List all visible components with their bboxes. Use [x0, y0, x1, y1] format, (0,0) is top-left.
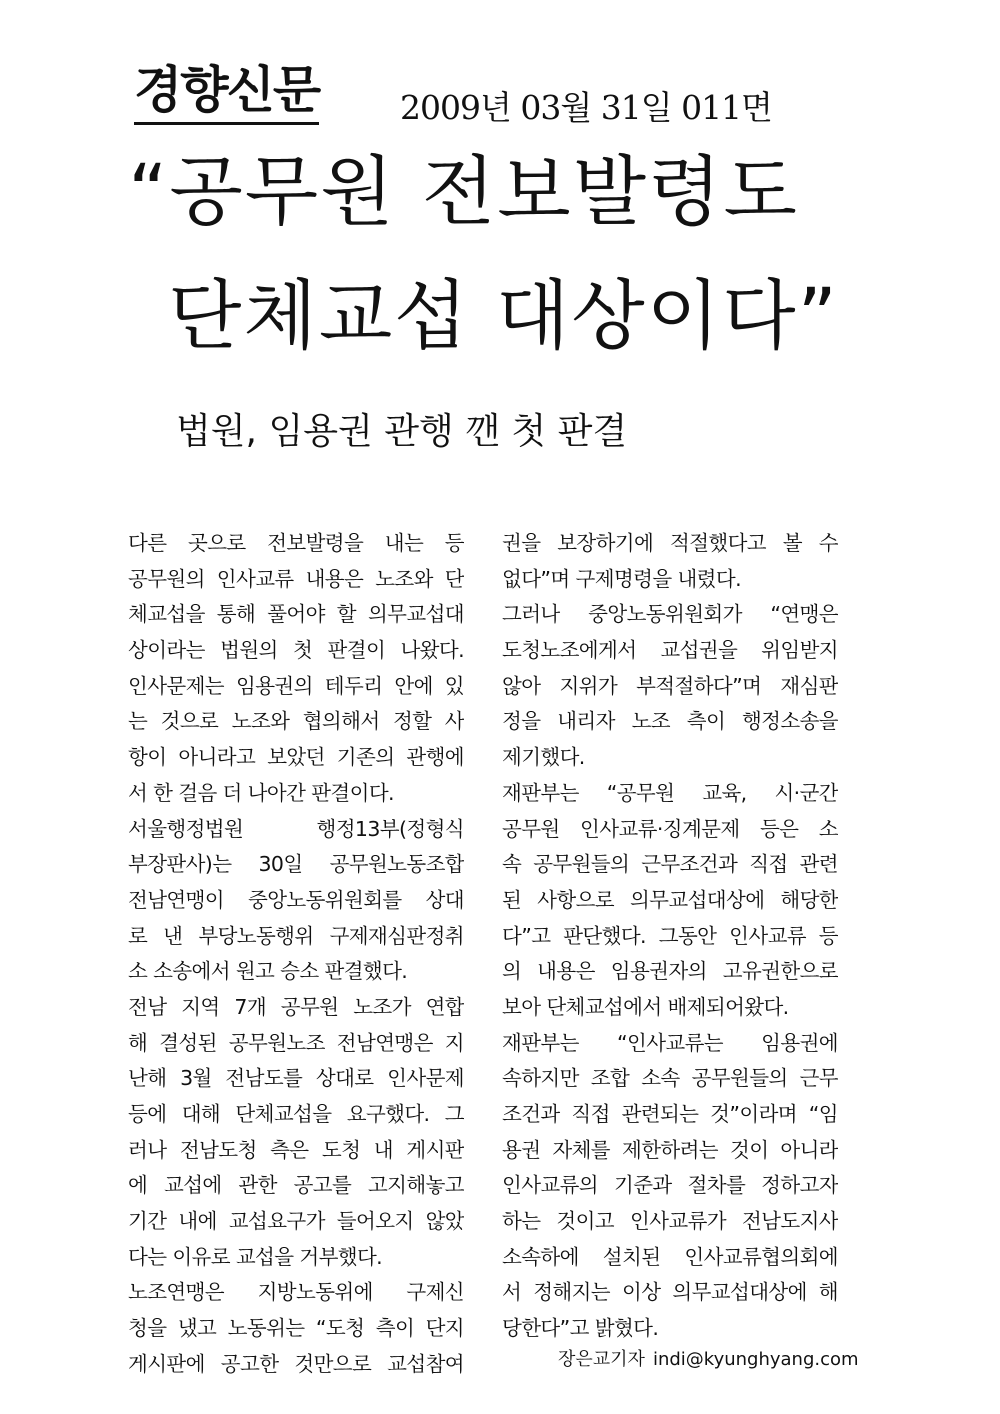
body-line: 인사문제는 임용권의 테두리 안에 있 — [128, 673, 464, 698]
body-line: 는 것으로 노조와 협의해서 정할 사 — [128, 709, 464, 734]
body-line: 당한다”고 밝혔다. — [502, 1316, 659, 1341]
body-line: 난해 3월 전남도를 상대로 인사문제 — [128, 1066, 464, 1091]
article-column-right — [502, 526, 838, 1347]
body-line: 로 낸 부당노동행위 구제재심판정취 — [128, 923, 464, 948]
body-line: 정을 내리자 노조 측이 행정소송을 — [502, 709, 838, 734]
body-line: 용권 자체를 제한하려는 것이 아니라 — [502, 1137, 838, 1162]
body-line: 조건과 직접 관련되는 것”이라며 “임 — [502, 1102, 838, 1126]
body-line: 전남연맹이 중앙노동위원회를 상대 — [128, 887, 464, 912]
body-line: 권을 보장하기에 적절했다고 볼 수 — [502, 531, 838, 555]
reporter-email: indi@kyunghyang.com — [652, 1349, 859, 1370]
body-line: 다”고 판단했다. 그동안 인사교류 등 — [502, 923, 838, 948]
body-line: 에 교섭에 관한 공고를 고지해놓고 — [128, 1173, 464, 1198]
body-line: 청을 냈고 노동위는 “도청 측이 단지 — [128, 1316, 464, 1341]
masthead — [134, 58, 319, 125]
body-line: 러나 전남도청 측은 도청 내 게시판 — [128, 1137, 464, 1162]
body-line: 않아 지위가 부적절하다”며 재심판 — [502, 673, 838, 698]
body-line: 게시판에 공고한 것만으로 교섭참여 — [128, 1351, 464, 1376]
reporter-name: 장은교기자 — [558, 1349, 645, 1370]
body-line: 서 정해지는 이상 의무교섭대상에 해 — [502, 1280, 838, 1305]
body-line: 전남 지역 7개 공무원 노조가 연합 — [128, 994, 464, 1019]
body-line: 등에 대해 단체교섭을 요구했다. 그 — [128, 1102, 464, 1126]
body-line: 하는 것이고 인사교류가 전남도지사 — [502, 1209, 838, 1234]
body-line: 공무원의 인사교류 내용은 노조와 단 — [128, 566, 464, 591]
paper-name: 경향신문 — [134, 58, 319, 125]
body-line: 보아 단체교섭에서 배제되어왔다. — [502, 994, 789, 1019]
body-line: 재판부는 “공무원 교육, 시·군간 — [502, 780, 838, 805]
body-line: 노조연맹은 지방노동위에 구제신 — [128, 1280, 464, 1305]
body-line: 기간 내에 교섭요구가 들어오지 않았 — [128, 1209, 464, 1234]
byline — [558, 1346, 859, 1374]
subheadline: 법원, 임용권 관행 깬 첫 판결 — [176, 411, 628, 452]
body-line: 소 소송에서 원고 승소 판결했다. — [128, 959, 408, 984]
body-line: 의 내용은 임용권자의 고유권한으로 — [502, 959, 838, 984]
body-line: 해 결성된 공무원노조 전남연맹은 지 — [128, 1030, 464, 1055]
body-line: 소속하에 설치된 인사교류협의회에 — [502, 1244, 838, 1269]
body-line: 재판부는 “인사교류는 임용권에 — [502, 1030, 838, 1055]
body-line: 서 한 걸음 더 나아간 판결이다. — [128, 780, 394, 805]
body-line: 된 사항으로 의무교섭대상에 해당한 — [502, 887, 838, 912]
body-line: 속하지만 조합 소속 공무원들의 근무 — [502, 1066, 838, 1091]
body-line: 다른 곳으로 전보발령을 내는 등 — [128, 531, 464, 555]
body-line: 상이라는 법원의 첫 판결이 나왔다. — [128, 638, 464, 663]
body-line: 그러나 중앙노동위원회가 “연맹은 — [502, 602, 838, 627]
dateline: 2009년 03월 31일 011면 — [400, 88, 772, 127]
body-line: 도청노조에게서 교섭권을 위임받지 — [502, 638, 838, 663]
body-line: 체교섭을 통해 풀어야 할 의무교섭대 — [128, 602, 464, 627]
body-line: 공무원 인사교류·징계문제 등은 소 — [502, 816, 838, 841]
article-column-left — [128, 526, 464, 1383]
body-line: 속 공무원들의 근무조건과 직접 관련 — [502, 852, 838, 877]
body-line: 인사교류의 기준과 절차를 정하고자 — [502, 1173, 838, 1198]
headline-line-1: “공무원 전보발령도 — [128, 147, 799, 236]
body-line: 서울행정법원 행정13부(정형식 — [128, 816, 464, 841]
body-line: 없다”며 구제명령을 내렸다. — [502, 566, 742, 591]
body-line: 제기했다. — [502, 745, 585, 770]
body-line: 다는 이유로 교섭을 거부했다. — [128, 1244, 383, 1269]
body-line: 항이 아니라고 보았던 기존의 관행에 — [128, 745, 464, 770]
headline-line-2: 단체교섭 대상이다” — [168, 271, 839, 360]
body-line: 부장판사)는 30일 공무원노동조합 — [128, 852, 464, 877]
